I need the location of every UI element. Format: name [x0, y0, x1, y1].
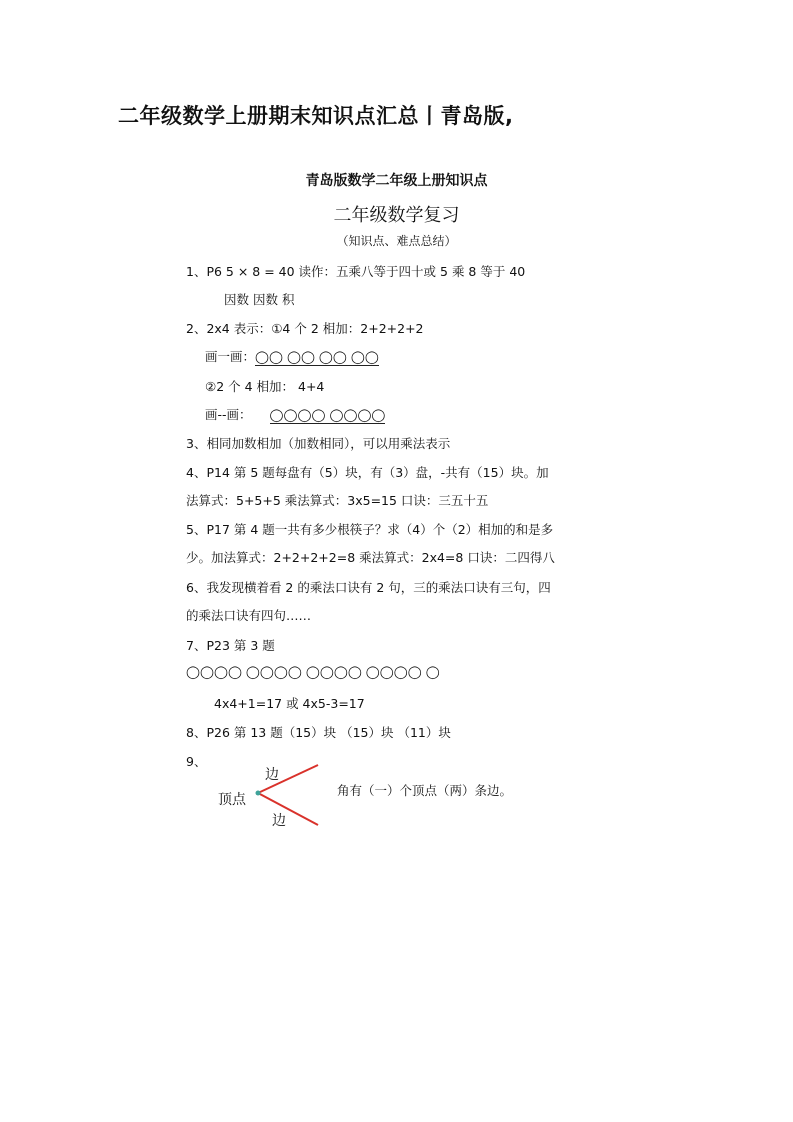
item-6-line-2: 的乘法口诀有四句…… — [186, 608, 312, 623]
item-2-line-3: ②2 个 4 相加： 4+4 — [205, 379, 325, 394]
edge-label-bottom: 边 — [272, 813, 286, 829]
item-9: 9、 — [186, 754, 207, 769]
item-3: 3、相同加数相加（加数相同），可以用乘法表示 — [186, 436, 451, 451]
item-2-draw-2 — [205, 405, 385, 423]
item-6-line-1: 6、我发现横着看 2 的乘法口诀有 2 句，三的乘法口诀有三句，四 — [186, 580, 551, 595]
review-subtitle: （知识点、难点总结） — [336, 234, 457, 248]
vertex-dot — [256, 791, 261, 796]
draw-label: 画--画： — [205, 407, 252, 422]
item-2-draw-1 — [205, 347, 379, 365]
angle-edge-bottom — [258, 793, 318, 825]
item-1-line-1: 1、P6 5 × 8 = 40 读作：五乘八等于四十或 5 乘 8 等于 40 — [186, 264, 526, 279]
document-title: 二年级数学上册期末知识点汇总丨青岛版, — [118, 104, 514, 128]
item-9-description: 角有（一）个顶点（两）条边。 — [337, 783, 513, 798]
item-7-line-1: 7、P23 第 3 题 — [186, 638, 275, 653]
circle-group: ◯◯ ◯◯ ◯◯ ◯◯ — [255, 349, 379, 364]
item-1-line-2: 因数 因数 积 — [224, 292, 295, 307]
edge-label-top: 边 — [265, 767, 279, 783]
item-5-line-2: 少。加法算式：2+2+2+2=8 乘法算式：2x4=8 口诀：二四得八 — [186, 550, 555, 565]
draw-label: 画一画： — [205, 349, 256, 364]
item-5-line-1: 5、P17 第 4 题一共有多少根筷子？求（4）个（2）相加的和是多 — [186, 522, 554, 537]
section-title: 青岛版数学二年级上册知识点 — [305, 173, 488, 189]
circle-group: ◯◯◯◯ ◯◯◯◯ — [269, 407, 386, 422]
item-2-line-1: 2、2x4 表示：①4 个 2 相加：2+2+2+2 — [186, 321, 424, 336]
item-4-line-2: 法算式：5+5+5 乘法算式：3x5=15 口诀：三五十五 — [186, 493, 489, 508]
review-title: 二年级数学复习 — [333, 205, 460, 226]
item-7-circles: ◯◯◯◯ ◯◯◯◯ ◯◯◯◯ ◯◯◯◯ ◯ — [186, 664, 440, 679]
item-7-line-3: 4x4+1=17 或 4x5-3=17 — [214, 696, 365, 711]
vertex-label: 顶点 — [218, 792, 246, 808]
item-8: 8、P26 第 13 题（15）块 （15）块 （11）块 — [186, 725, 451, 740]
item-4-line-1: 4、P14 第 5 题每盘有（5）块，有（3）盘，-共有（15）块。加 — [186, 465, 549, 480]
